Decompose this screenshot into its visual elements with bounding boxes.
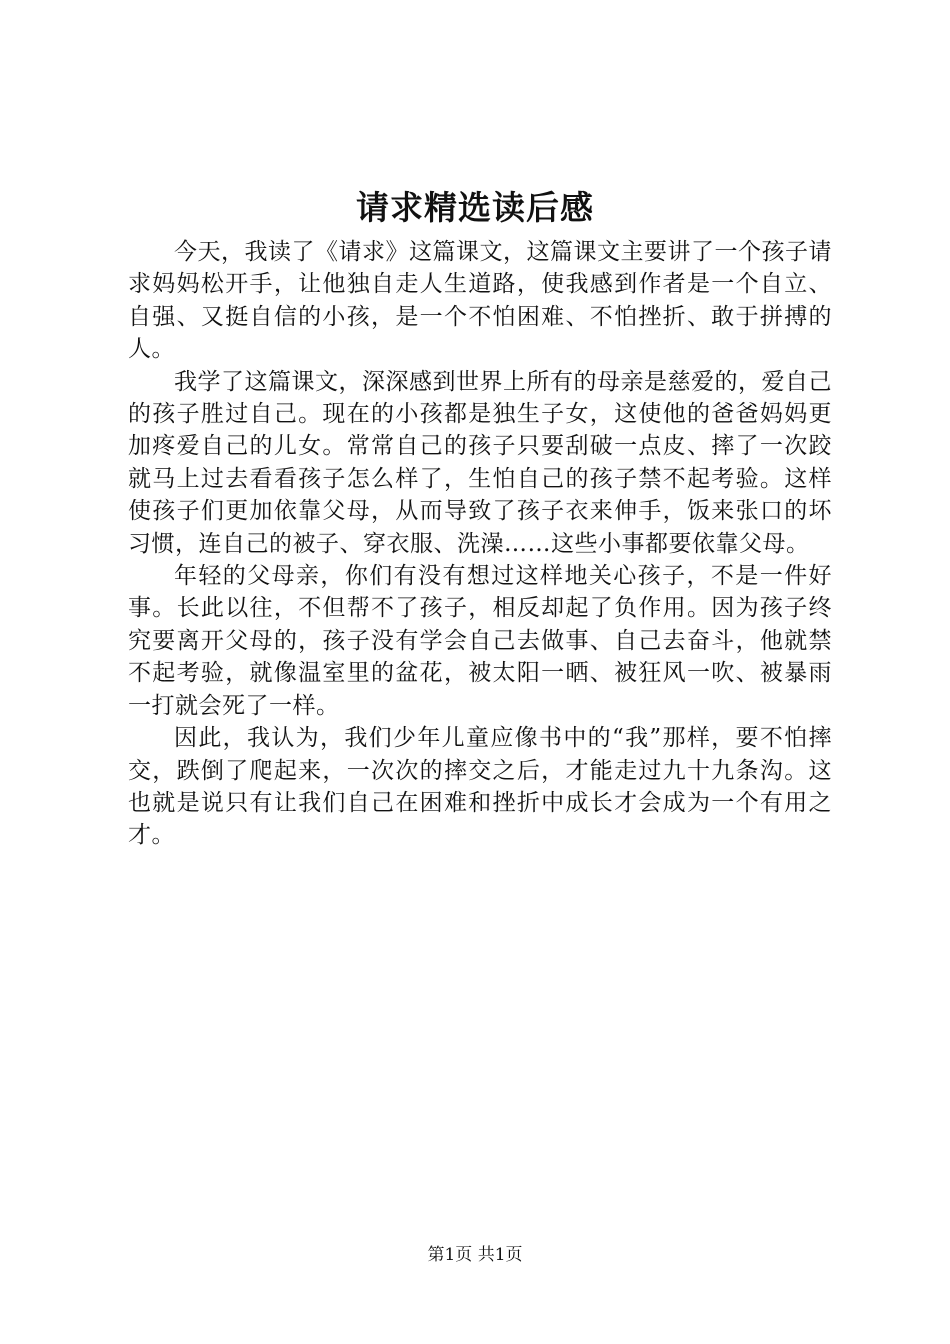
- page-footer: 第1页 共1页: [427, 1245, 523, 1265]
- paragraph-2: 我学了这篇课文，深深感到世界上所有的母亲是慈爱的，爱自己的孩子胜过自己。现在的小孩都是独生子女，这使他的爸爸妈妈更加疼爱自己的儿女。常常自己的孩子只要刮破一点皮、摔了一次跤就马上过去看看孩子怎么样了，生怕自己的孩子禁不起考验。这样使孩子们更加依靠父母，从而导致了孩子衣来伸手，饭来张口的坏习惯，连自己的被子、穿衣服、洗澡……这些小事都要依靠父母。: [128, 368, 832, 557]
- document-title: 请求精选读后感: [356, 188, 594, 227]
- paragraph-4: 因此，我认为，我们少年儿童应像书中的“我”那样，要不怕摔交，跌倒了爬起来，一次次的摔交之后，才能走过九十九条沟。这也就是说只有让我们自己在困难和挫折中成长才会成为一个有用之才。: [128, 725, 832, 849]
- paragraph-3: 年轻的父母亲，你们有没有想过这样地关心孩子，不是一件好事。长此以往，不但帮不了孩子，相反却起了负作用。因为孩子终究要离开父母的，孩子没有学会自己去做事、自己去奋斗，他就禁不起考验，就像温室里的盆花，被太阳一晒、被狂风一吹、被暴雨一打就会死了一样。: [128, 563, 832, 719]
- paragraph-1: 今天，我读了《请求》这篇课文，这篇课文主要讲了一个孩子请求妈妈松开手，让他独自走人生道路，使我感到作者是一个自立、自强、又挺自信的小孩，是一个不怕困难、不怕挫折、敢于拼搏的人。: [128, 239, 832, 363]
- document-body: [128, 236, 832, 852]
